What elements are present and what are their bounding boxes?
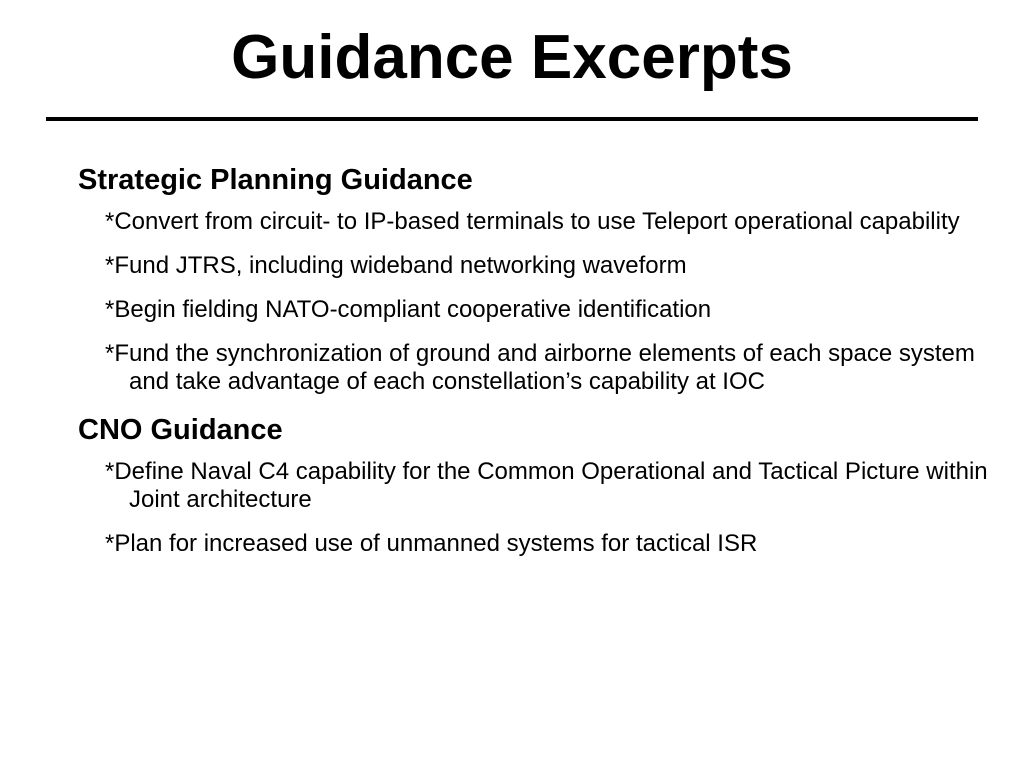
bullet-item: *Fund the synchronization of ground and airborne elements of each space system and take advantage of each constellation’s capability at IOC bbox=[105, 340, 975, 395]
section-strategic-planning-guidance bbox=[78, 162, 998, 396]
bullet-item: *Fund JTRS, including wideband networking waveform bbox=[105, 252, 687, 279]
bullet-item: *Plan for increased use of unmanned systems for tactical ISR bbox=[105, 530, 758, 557]
section-heading: CNO Guidance bbox=[78, 414, 283, 446]
bullet-item: *Convert from circuit- to IP-based terminals to use Teleport operational capability bbox=[105, 208, 960, 235]
title-divider bbox=[46, 117, 978, 121]
slide-content bbox=[78, 162, 998, 574]
page-title: Guidance Excerpts bbox=[231, 23, 793, 92]
section-heading: Strategic Planning Guidance bbox=[78, 164, 473, 196]
bullet-item: *Begin fielding NATO-compliant cooperative identification bbox=[105, 296, 712, 323]
section-cno-guidance bbox=[78, 412, 998, 558]
bullet-item: *Define Naval C4 capability for the Common Operational and Tactical Picture within Joint architecture bbox=[105, 458, 988, 513]
